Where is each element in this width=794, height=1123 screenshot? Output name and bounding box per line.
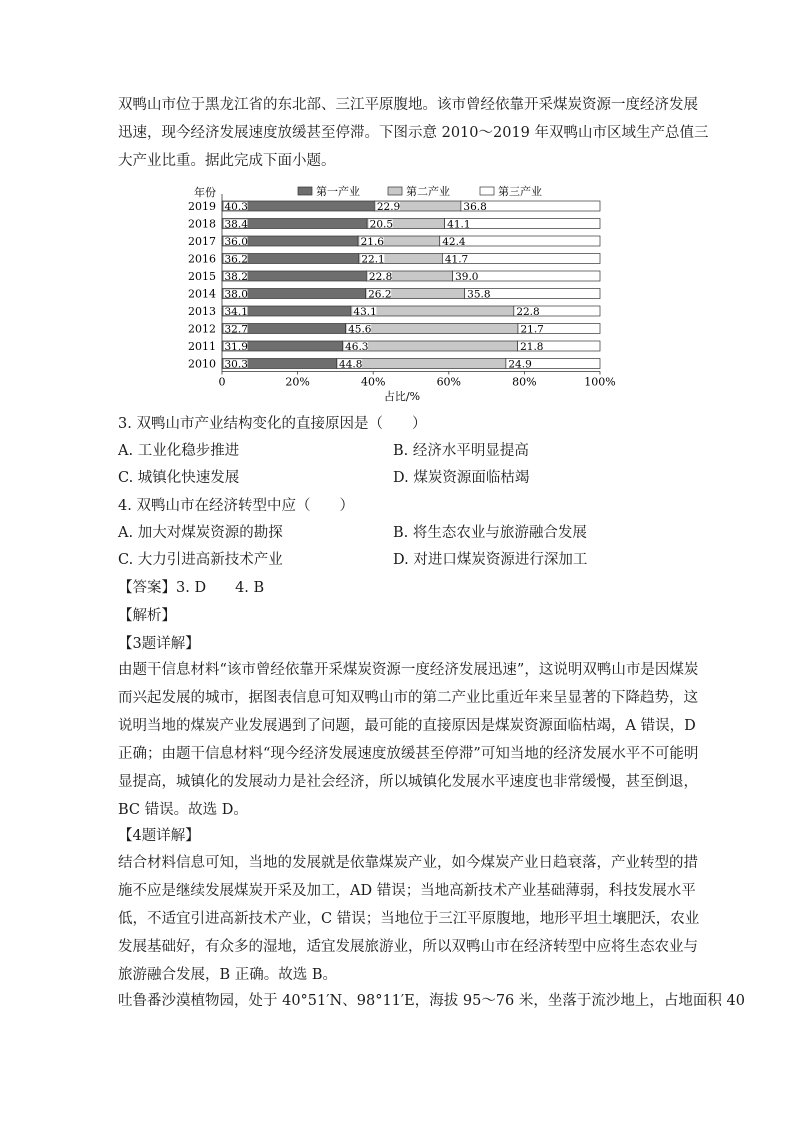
data-label: 39.0 [455, 271, 479, 283]
q4-option-b[interactable]: B. 将生态农业与旅游融合发展 [393, 525, 587, 541]
q3-stem: 3. 双鸭山市产业结构变化的直接原因是（ ） [118, 416, 427, 432]
data-label: 21.8 [520, 341, 544, 353]
data-label: 40.3 [224, 201, 248, 213]
data-label: 36.0 [224, 236, 248, 248]
category-label: 2014 [188, 287, 216, 301]
legend-swatch-1 [298, 187, 312, 195]
category-label: 2010 [188, 357, 216, 371]
data-label: 38.2 [224, 271, 248, 283]
x-tick-label: 80% [512, 375, 537, 389]
q4-detail-line-5: 旅游融合发展，B 正确。故选 B。 [118, 967, 338, 983]
data-label: 36.2 [224, 253, 248, 266]
data-label: 32.7 [224, 323, 248, 336]
x-axis-label: 占比/% [383, 390, 421, 403]
q4-detail-line-4: 发展基础好，有众多的湿地，适宜发展旅游业，所以双鸭山市在经济转型中应将生态农业与 [118, 939, 698, 955]
answer-line: 【答案】3. D 4. B [118, 580, 265, 596]
data-label: 43.1 [353, 306, 377, 318]
q3-option-a[interactable]: A. 工业化稳步推进 [118, 443, 240, 459]
x-tick-label: 0 [218, 375, 226, 389]
legend-swatch-2 [388, 187, 402, 195]
data-label: 30.3 [224, 358, 248, 371]
data-label: 21.7 [520, 323, 544, 336]
q4-detail-line-2: 施不应是继续发展煤炭开采及加工，AD 错误；当地高新技术产业基础薄弱，科技发展水平 [118, 883, 696, 899]
legend-swatch-3 [480, 187, 494, 195]
category-label: 2012 [188, 322, 216, 336]
q4-option-c[interactable]: C. 大力引进高新技术产业 [118, 552, 283, 568]
q4-option-a[interactable]: A. 加大对煤炭资源的勘探 [118, 525, 283, 541]
data-label: 42.4 [442, 236, 466, 248]
data-label: 38.0 [224, 288, 248, 301]
chart-svg [180, 180, 620, 405]
q3-detail-title: 【3题详解】 [118, 636, 200, 652]
intro-line-3: 大产业比重。据此完成下面小题。 [118, 153, 336, 169]
x-tick-label: 20% [285, 375, 310, 389]
q4-detail-line-3: 低，不适宜引进高新技术产业，C 错误；当地位于三江平原腹地，地形平坦土壤肥沃，农业 [118, 911, 700, 927]
bar-segment-2 [343, 341, 518, 351]
q3-detail-line-6: BC 错误。故选 D。 [118, 802, 248, 818]
data-label: 45.6 [348, 323, 372, 336]
data-label: 21.6 [360, 236, 384, 248]
category-label: 2017 [188, 235, 216, 248]
legend-label-2: 第二产业 [406, 185, 450, 198]
q3-detail-line-5: 显提高，城镇化的发展动力是社会经济，所以城镇化发展水平速度也非常缓慢，甚至倒退， [118, 774, 698, 790]
q4-detail-line-1: 结合材料信息可知，当地的发展就是依靠煤炭产业，如今煤炭产业日趋衰落，产业转型的措 [118, 855, 698, 871]
category-label: 2016 [188, 252, 216, 266]
data-label: 38.4 [224, 218, 248, 231]
data-label: 41.7 [444, 253, 469, 266]
intro-line-1: 双鸭山市位于黑龙江省的东北部、三江平原腹地。该市曾经依靠开采煤炭资源一度经济发展 [118, 97, 698, 113]
data-label: 41.1 [447, 218, 471, 231]
intro-line-2: 迅速，现今经济发展速度放缓甚至停滞。下图示意 2010～2019 年双鸭山市区域生产总值三 [118, 125, 709, 141]
q4-stem: 4. 双鸭山市在经济转型中应（ ） [118, 498, 354, 514]
x-tick-label: 100% [584, 375, 616, 389]
q3-option-c[interactable]: C. 城镇化快速发展 [118, 470, 240, 486]
data-label: 31.9 [224, 341, 248, 353]
q3-option-d[interactable]: D. 煤炭资源面临枯竭 [393, 470, 530, 486]
analysis-title: 【解析】 [118, 608, 176, 624]
data-label: 22.9 [376, 201, 401, 213]
data-label: 24.9 [508, 358, 532, 371]
next-paragraph-line: 吐鲁番沙漠植物园，处于 40°51′N、98°11′E，海拔 95～76 米，坐落于流沙地上，占地面积 40 [118, 993, 745, 1009]
data-label: 46.3 [345, 341, 369, 353]
data-label: 44.8 [339, 358, 363, 371]
category-label: 2019 [188, 200, 216, 213]
category-label: 2015 [188, 270, 216, 283]
x-tick-label: 60% [436, 375, 462, 389]
data-label: 20.5 [369, 218, 394, 231]
q4-detail-title: 【4题详解】 [118, 828, 200, 844]
q3-detail-line-1: 由题干信息材料“该市曾经依靠开采煤炭资源一度经济发展迅速”，这说明双鸭山市是因煤炭 [118, 662, 699, 678]
data-label: 22.1 [361, 253, 385, 266]
data-label: 34.1 [224, 306, 248, 318]
q3-option-b[interactable]: B. 经济水平明显提高 [393, 443, 529, 459]
category-label: 2011 [188, 340, 216, 353]
q3-detail-line-2: 而兴起发展的城市，据图表信息可知双鸭山市的第二产业比重近年来呈显著的下降趋势，这 [118, 690, 698, 706]
data-label: 35.8 [467, 288, 491, 301]
category-label: 2018 [188, 217, 216, 231]
category-label: 2013 [188, 305, 216, 318]
industry-share-chart [180, 180, 620, 405]
legend-label-3: 第三产业 [498, 185, 542, 198]
data-label: 22.8 [368, 271, 393, 283]
y-axis-label: 年份 [194, 186, 216, 199]
q3-detail-line-3: 说明当地的煤炭产业发展遇到了问题，最可能的直接原因是煤炭资源面临枯竭，A 错误，D [118, 718, 696, 734]
x-tick-label: 40% [360, 375, 386, 389]
data-label: 36.8 [463, 201, 487, 213]
q4-option-d[interactable]: D. 对进口煤炭资源进行深加工 [393, 552, 588, 568]
data-label: 26.2 [368, 288, 392, 301]
data-label: 22.8 [516, 306, 540, 318]
legend-label-1: 第一产业 [316, 185, 360, 198]
q3-detail-line-4: 正确；由题干信息材料“现今经济发展速度放缓甚至停滞”可知当地的经济发展水平不可能明 [118, 746, 699, 762]
